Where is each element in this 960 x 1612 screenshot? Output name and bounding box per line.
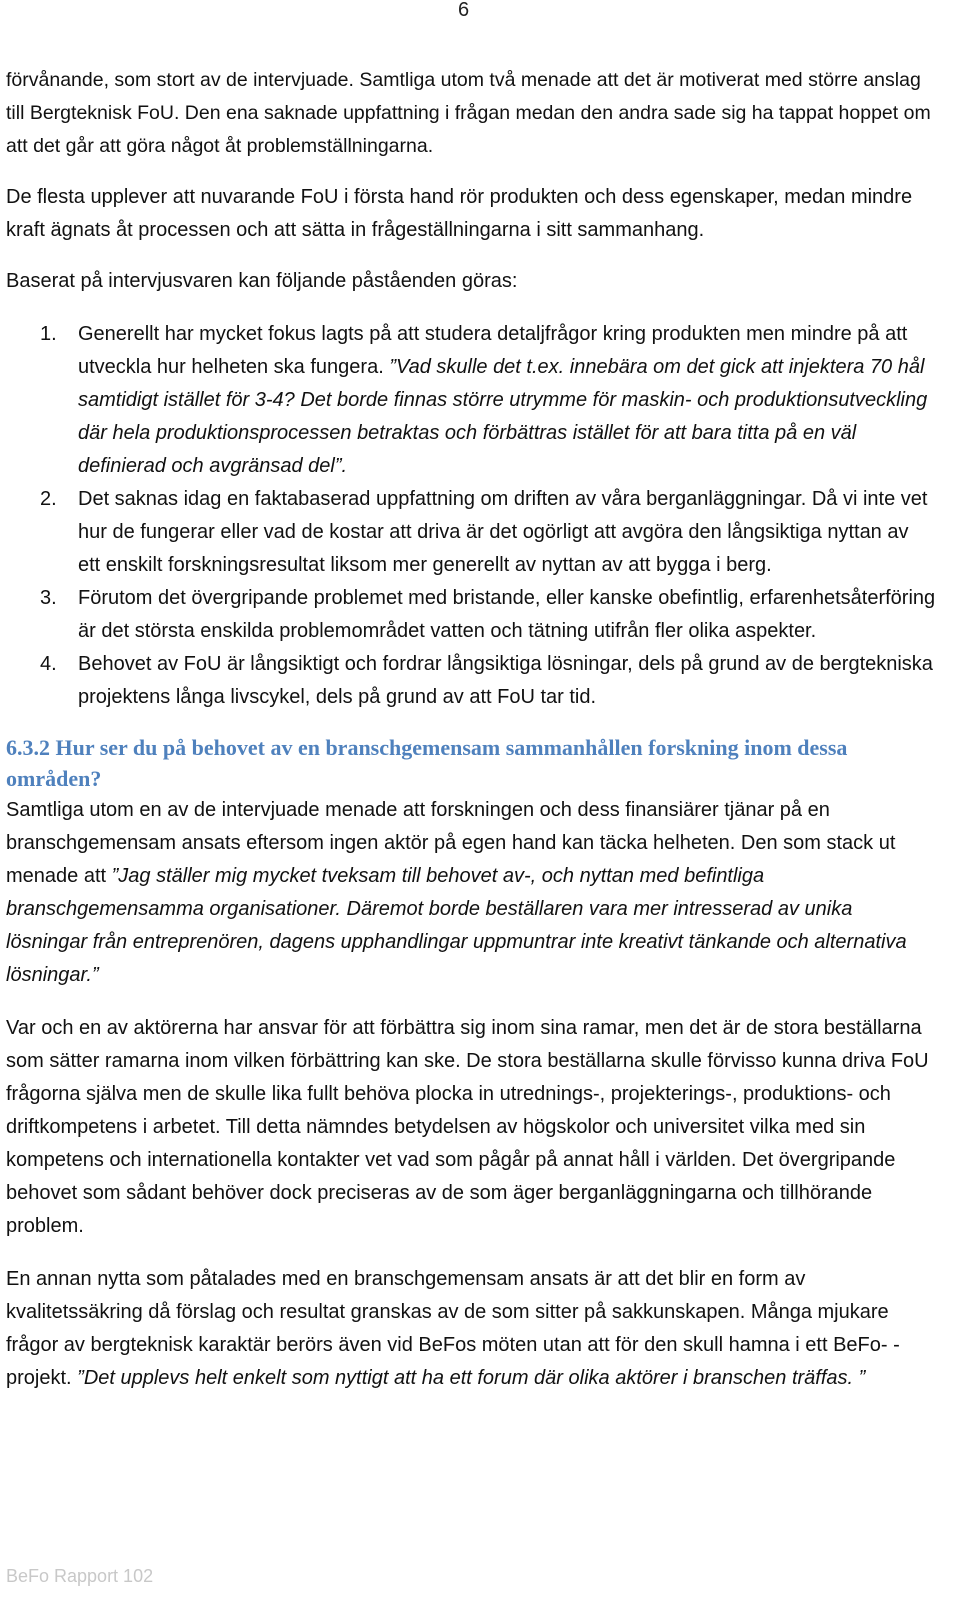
list-item bbox=[6, 318, 936, 483]
list-item-number: 1. bbox=[40, 323, 57, 345]
list-item-text: Det saknas idag en faktabaserad uppfattning om driften av våra berganläggningar. Då vi inte vet hur de fungerar eller vad de kostar att driva är det ogörligt att avgöra den långsiktiga nyttan av ett enskilt forskningsresultat liksom mer generellt av nyttan av att bygga i berg. bbox=[78, 488, 928, 576]
list-item-number: 4. bbox=[40, 653, 57, 675]
section-paragraph-3-text: En annan nytta som påtalades med en branschgemensam ansats är att det blir en form av kvalitetssäkring då förslag och resultat granskas av de som sitter på sakkunskapen. Många mjukare frågor av bergteknisk karaktär berörs även vid BeFos möten utan att för den skull hamna i ett BeFo- -projekt. bbox=[6, 1268, 900, 1389]
list-item-number: 3. bbox=[40, 587, 57, 609]
footer-report-label: BeFo Rapport 102 bbox=[6, 1566, 154, 1586]
section-paragraph-1-quote: ”Jag ställer mig mycket tveksam till behovet av-, och nyttan med befintliga branschgemensamma organisationer. Däremot borde beställaren vara mer intresserad av unika lösningar från entreprenören, dagens upphandlingar uppmuntrar inte kreativt tänkande och alternativa lösningar.” bbox=[6, 865, 907, 986]
section-paragraph-3 bbox=[6, 1263, 936, 1395]
page-number: 6 bbox=[458, 0, 470, 21]
list-item-text: Förutom det övergripande problemet med bristande, eller kanske obefintlig, erfarenhetsåterföring är det största enskilda problemområdet vatten och tätning utifrån fler olika aspekter. bbox=[78, 587, 936, 642]
section-heading: 6.3.2 Hur ser du på behovet av en branschgemensam sammanhållen forskning inom dessa områden? bbox=[6, 735, 848, 791]
list-item bbox=[6, 483, 936, 582]
list-item-text: Generellt har mycket fokus lagts på att studera detaljfrågor kring produkten men mindre på att utveckla hur helheten ska fungera. bbox=[78, 323, 908, 378]
list-item bbox=[6, 648, 936, 714]
section-paragraph-1 bbox=[6, 794, 936, 992]
section-paragraph-3-quote: ”Det upplevs helt enkelt som nyttigt att ha ett forum där olika aktörer i branschen träffas. ” bbox=[77, 1367, 866, 1389]
section-paragraph-2: Var och en av aktörerna har ansvar för att förbättra sig inom sina ramar, men det är de stora beställarna som sätter ramarna inom vilken förbättring kan ske. De stora beställarna skulle förvisso kunna driva FoU frågorna själva men de skulle lika fullt behöva plocka in utrednings-, projekterings-, produktions- och driftkompetens i arbetet. Till detta nämndes betydelsen av högskolor och universitet vilka med sin kompetens och internationella kontakter vet vad som pågår på annat håll i världen. Det övergripande behovet som sådant behöver dock preciseras av de som äger berganläggningarna och tillhörande problem. bbox=[6, 1017, 929, 1237]
document-body bbox=[6, 64, 936, 1395]
section-paragraph-1-text: Samtliga utom en av de intervjuade menade att forskningen och dess finansiärer tjänar på en branschgemensam ansats eftersom ingen aktör på egen hand kan täcka helheten. Den som stack ut menade att bbox=[6, 799, 896, 887]
list-item-quote: ”Vad skulle det t.ex. innebära om det gick att injektera 70 hål samtidigt istället för 3-4? Det borde finnas större utrymme för maskin- och produktionsutveckling där hela produktionsprocessen betraktas och förbättras istället för att bara titta på en väl definierad och avgränsad del”. bbox=[78, 356, 928, 477]
list-item-text: Behovet av FoU är långsiktigt och fordrar långsiktiga lösningar, dels på grund av de bergtekniska projektens långa livscykel, dels på grund av att FoU tar tid. bbox=[78, 653, 933, 708]
list-item bbox=[6, 582, 936, 648]
intro-paragraph-1: förvånande, som stort av de intervjuade. Samtliga utom två menade att det är motiverat med större anslag till Bergteknisk FoU. Den ena saknade uppfattning i frågan medan den andra sade sig ha tappat hoppet om att det går att göra något åt problemställningarna. bbox=[6, 69, 931, 157]
list-item-number: 2. bbox=[40, 488, 57, 510]
findings-list bbox=[6, 318, 936, 714]
intro-paragraph-2: De flesta upplever att nuvarande FoU i första hand rör produkten och dess egenskaper, medan mindre kraft ägnats åt processen och att sätta in frågeställningarna i sitt sammanhang. bbox=[6, 186, 913, 241]
intro-paragraph-3: Baserat på intervjusvaren kan följande påståenden göras: bbox=[6, 270, 518, 292]
